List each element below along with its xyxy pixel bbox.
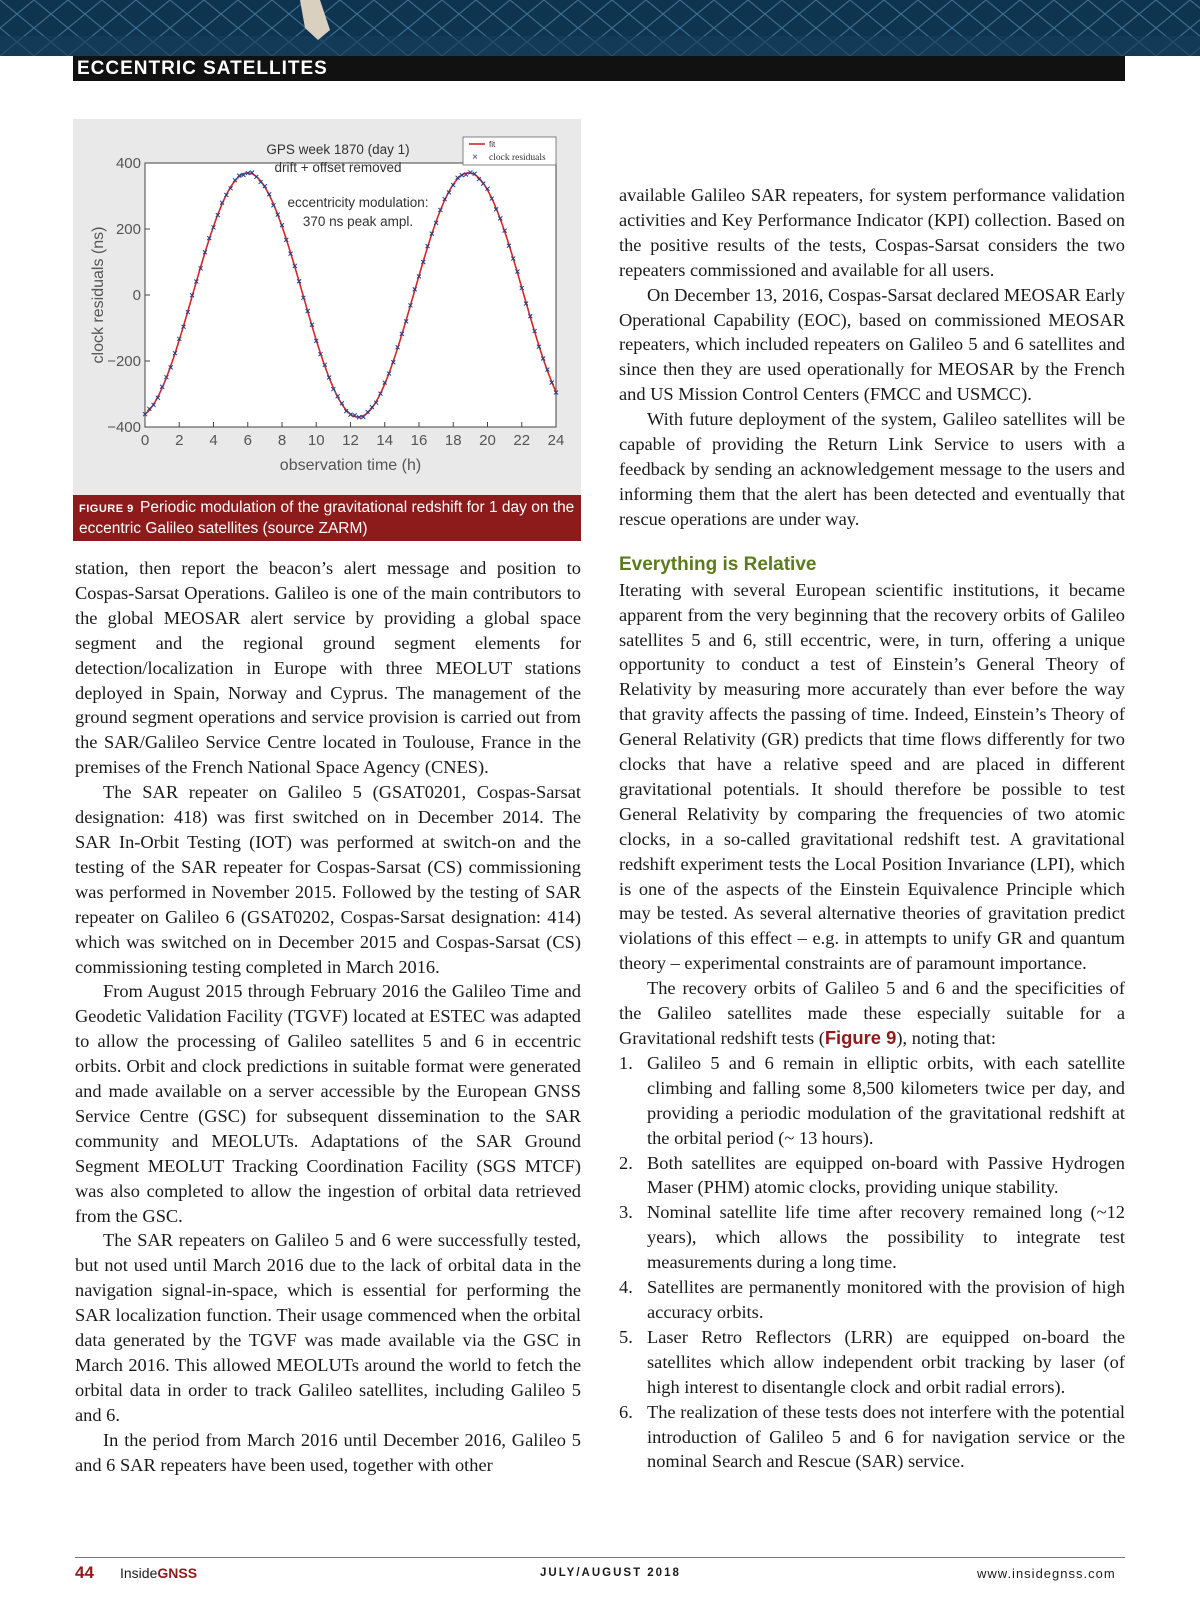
- chart-title: drift + offset removed: [274, 160, 402, 175]
- x-tick-label: 2: [175, 432, 184, 449]
- website-link[interactable]: www.insidegnss.com: [977, 1566, 1116, 1581]
- footer-rule: [75, 1557, 1125, 1558]
- x-tick-label: 6: [243, 432, 252, 449]
- y-tick-label: 400: [115, 155, 141, 172]
- x-tick-label: 22: [513, 432, 531, 449]
- x-tick-label: 12: [342, 432, 359, 449]
- x-axis-label: observation time (h): [279, 457, 422, 474]
- x-tick-label: 10: [307, 432, 325, 449]
- list-text: Both satellites are equipped on-board with Passive Hydrogen Maser (PHM) atomic clocks, providing unique stability.: [647, 1152, 1125, 1198]
- top-banner: [0, 0, 1200, 56]
- y-tick-label: −200: [107, 353, 141, 370]
- chart-title: GPS week 1870 (day 1): [266, 142, 410, 157]
- list-item: [619, 1200, 1125, 1275]
- chart-annotation: eccentricity modulation:: [287, 195, 429, 210]
- x-tick-label: 20: [479, 432, 496, 449]
- paragraph: The SAR repeater on Galileo 5 (GSAT0201, Cospas-Sarsat designation: 418) was first switched on in December 2014. The SAR In-Orbit Testing (IOT) was performed at switch-on and the testing of the SAR repeater for Cospas-Sarsat (CS) commissioning was performed in November 2015. Followed by the testing of SAR repeater on Galileo 6 (GSAT0202, Cospas-Sarsat designation: 414) which was switched on in December 2015 and Cospas-Sarsat (CS) commissioning testing completed in March 2016.: [75, 782, 581, 977]
- clock-residuals-chart: [73, 119, 581, 495]
- caption-label: FIGURE 9: [79, 503, 134, 515]
- legend-label: clock residuals: [489, 153, 546, 163]
- magazine-suffix: GNSS: [157, 1565, 198, 1581]
- paragraph: The SAR repeaters on Galileo 5 and 6 were successfully tested, but not used until March 2016 due to the lack of orbital data in the navigation signal-in-space, which is essential for performing the SAR localization function. Their usage commenced when the orbital data generated by the TGVF was made available via the GSC in March 2016. This allowed MEOLUTs around the world to fetch the orbital data in order to track Galileo satellites, including Galileo 5 and 6.: [75, 1230, 581, 1425]
- paragraph-text: The recovery orbits of Galileo 5 and 6 and the specificities of the Galileo satellites made these especially suitable for a Gravitational redshift tests (: [619, 978, 1125, 1048]
- y-axis-label: clock residuals (ns): [90, 226, 107, 364]
- chart-annotation: 370 ns peak ampl.: [302, 214, 414, 229]
- paragraph: [619, 976, 1125, 1051]
- list-text: Nominal satellite life time after recovery remained long (~12 years), which allows the possibility to integrate test measurements during a long time.: [647, 1202, 1125, 1273]
- y-tick-label: 0: [132, 287, 141, 304]
- issue-date: JULY/AUGUST 2018: [540, 1567, 681, 1579]
- list-text: The realization of these tests does not interfere with the potential introduction of Galileo 5 and 6 for navigation service or the nominal Search and Rescue (SAR) service.: [647, 1401, 1125, 1472]
- figure-reference-link[interactable]: Figure 9: [824, 1027, 897, 1048]
- list-number: 6.: [619, 1401, 633, 1422]
- y-tick-label: −400: [107, 419, 141, 436]
- x-tick-label: 18: [444, 432, 462, 449]
- legend-marker-residuals: ×: [472, 152, 478, 163]
- list-number: 1.: [619, 1052, 633, 1073]
- list-item: [619, 1151, 1125, 1201]
- list-text: Laser Retro Reflectors (LRR) are equipped on-board the satellites which allow independent orbit tracking by laser (of high interest to disentangle clock and orbit radial errors).: [647, 1326, 1125, 1397]
- magazine-name: [120, 1565, 197, 1581]
- column-left: [75, 556, 581, 1478]
- list-text: Satellites are permanently monitored with the provision of high accuracy orbits.: [647, 1277, 1125, 1322]
- list-number: 5.: [619, 1326, 633, 1347]
- x-tick-label: 4: [209, 432, 218, 449]
- x-tick-label: 16: [410, 432, 428, 449]
- figure-9: [73, 119, 581, 541]
- legend-label: fit: [489, 140, 496, 149]
- list-item: [619, 1325, 1125, 1400]
- x-tick-label: 14: [376, 432, 394, 449]
- list-item: [619, 1051, 1125, 1151]
- banner-pattern: [0, 0, 1200, 56]
- section-title: ECCENTRIC SATELLITES: [73, 56, 1125, 81]
- list-item: [619, 1400, 1125, 1475]
- paragraph: station, then report the beacon’s alert message and position to Cospas-Sarsat Operations. Galileo is one of the main contributors to the global MEOSAR alert service by providing a global space segment and the regional ground segment elements for detection/localization in Europe with three MEOLUT stations deployed in Spain, Norway and Cyprus. The management of the ground segment operations and service provision is carried out from the SAR/Galileo Service Centre located in Toulouse, France in the premises of the French National Space Agency (CNES).: [75, 558, 581, 778]
- list-text: Galileo 5 and 6 remain in elliptic orbits, with each satellite climbing and falling some 8,500 kilometers twice per day, and providing a periodic modulation of the gravitational redshift at the orbital period (~ 13 hours).: [647, 1052, 1125, 1148]
- numbered-list: [619, 1051, 1125, 1474]
- caption-text: Periodic modulation of the gravitational redshift for 1 day on the eccentric Galileo satellites (source ZARM): [79, 499, 575, 537]
- figure-caption: [73, 495, 581, 541]
- list-number: 2.: [619, 1152, 633, 1173]
- list-number: 3.: [619, 1202, 633, 1223]
- column-right: [619, 183, 1125, 1474]
- x-tick-label: 8: [277, 432, 287, 449]
- x-tick-label: 24: [547, 432, 565, 449]
- section-heading: Everything is Relative: [619, 553, 817, 575]
- paragraph: Iterating with several European scientific institutions, it became apparent from the very beginning that the recovery orbits of Galileo satellites 5 and 6, still eccentric, were, in turn, offering a unique opportunity to conduct a test of Einstein’s General Theory of Relativity by measuring more accurately than ever before the way that gravity affects the passing of time. Indeed, Einstein’s Theory of General Relativity (GR) predicts that time flows differently for two clocks that have a relative speed and are placed in different gravitational potentials. It should therefore be possible to test General Relativity by comparing the frequencies of two atomic clocks, in a so-called gravitational redshift test. A gravitational redshift experiment tests the Local Position Invariance (LPI), which is one of the aspects of the Einstein Equivalence Principle which may be tested. As several alternative theories of gravitation predict violations of this effect – e.g. in attempts to unify GR and quantum theory – experimental constraints are of paramount importance.: [619, 579, 1125, 974]
- list-item: [619, 1275, 1125, 1325]
- paragraph: From August 2015 through February 2016 the Galileo Time and Geodetic Validation Facility (TGVF) located at ESTEC was adapted to allow the processing of Galileo satellites 5 and 6 in eccentric orbits. Orbit and clock predictions in suitable format were generated and made available on a server accessible by the European GNSS Service Centre (GSC) for subsequent dissemination to the SAR community and MEOLUTs. Adaptations of the SAR Ground Segment MEOLUT Tracking Coordination Facility (SGS MTCF) was also completed to allow the ingestion of orbital data retrieved from the GSC.: [75, 981, 581, 1226]
- y-tick-label: 200: [115, 221, 141, 238]
- list-number: 4.: [619, 1277, 633, 1298]
- paragraph: With future deployment of the system, Galileo satellites will be capable of providing the Return Link Service to users with a feedback by sending an acknowledgement message to the users and informing them that the alert has been detected and eventually that rescue operations are under way.: [619, 409, 1125, 529]
- paragraph: available Galileo SAR repeaters, for system performance validation activities and Key Performance Indicator (KPI) collection. Based on the positive results of the tests, Cospas-Sarsat considers the two repeaters commissioned and available for all users.: [619, 185, 1125, 280]
- paragraph-text: ), noting that:: [896, 1028, 996, 1048]
- page-number: 44: [75, 1563, 94, 1582]
- x-tick-label: 0: [140, 432, 150, 449]
- paragraph: On December 13, 2016, Cospas-Sarsat declared MEOSAR Early Operational Capability (EOC), based on commissioned MEOSAR repeaters, which included repeaters on Galileo 5 and 6 satellites and since then they are used operationally for MEOSAR by the French and US Mission Control Centers (FMCC and USMCC).: [619, 284, 1125, 405]
- magazine-prefix: Inside: [120, 1565, 158, 1581]
- paragraph: In the period from March 2016 until December 2016, Galileo 5 and 6 SAR repeaters have been used, together with other: [75, 1429, 581, 1475]
